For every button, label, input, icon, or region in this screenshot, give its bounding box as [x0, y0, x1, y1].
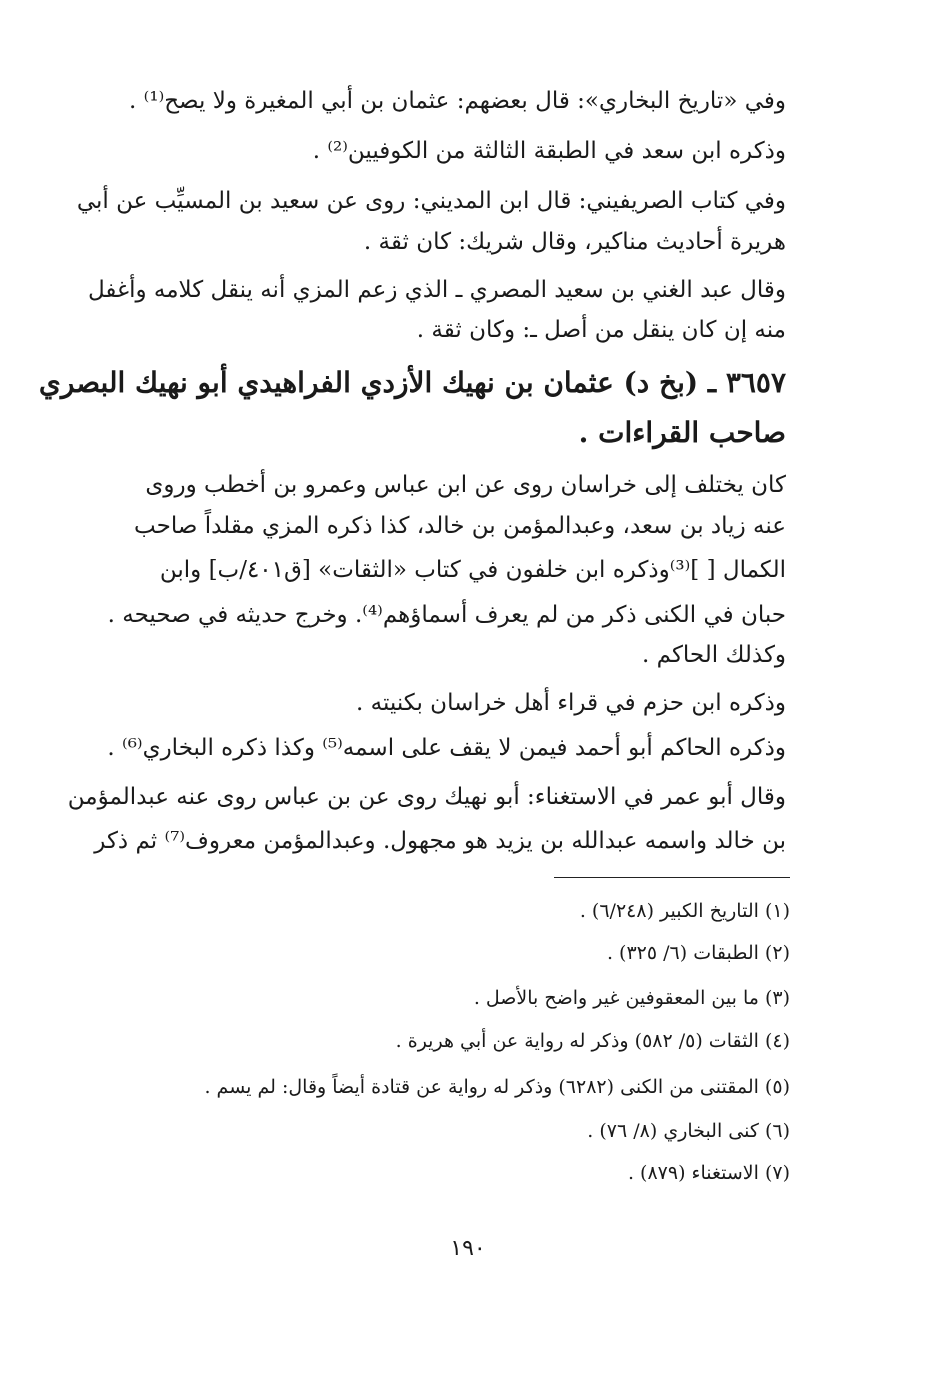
- footnote: (١) التاريخ الكبير (٦/٢٤٨) .: [579, 900, 790, 922]
- body-line: كان يختلف إلى خراسان روى عن ابن عباس وعمرو بن أخطب وروى: [145, 472, 786, 498]
- footnote: (٦) كنى البخاري (٨/ ٧٦) .: [587, 1120, 790, 1142]
- footnote: (٧) الاستغناء (٨٧٩) .: [627, 1162, 790, 1184]
- page-number: ١٩٠: [450, 1236, 486, 1261]
- body-line: وفي «تاريخ البخاري»: قال بعضهم: عثمان بن أبي المغيرة ولا يصح⁽¹⁾ .: [129, 88, 786, 114]
- body-line: هريرة أحاديث مناكير، وقال شريك: كان ثقة .: [363, 229, 786, 255]
- body-line: وذكره ابن سعد في الطبقة الثالثة من الكوفيين⁽²⁾ .: [312, 138, 786, 164]
- entry-heading-continued: صاحب القراءات .: [578, 416, 786, 449]
- main-text: [38, 0, 786, 880]
- entry-heading: ٣٦٥٧ ـ (بخ د) عثمان بن نهيك الأزدي الفراهيدي أبو نهيك البصري: [38, 366, 786, 399]
- body-line: وذكره الحاكم أبو أحمد فيمن لا يقف على اسمه⁽⁵⁾ وكذا ذكره البخاري⁽⁶⁾ .: [107, 735, 786, 761]
- body-line: حبان في الكنى ذكر من لم يعرف أسماؤهم⁽⁴⁾. وخرج حديثه في صحيحه .: [107, 602, 786, 628]
- body-line: وكذلك الحاكم .: [642, 642, 786, 668]
- footnote: (٣) ما بين المعقوفين غير واضح بالأصل .: [473, 987, 790, 1009]
- body-line: وفي كتاب الصريفيني: قال ابن المديني: روى عن سعيد بن المسيِّب عن أبي: [76, 188, 786, 214]
- body-line: الكمال [ ]⁽³⁾وذكره ابن خلفون في كتاب «الثقات» [ق٤٠١/ب] وابن: [159, 557, 786, 583]
- footnote-divider: [554, 877, 790, 878]
- body-line: وقال عبد الغني بن سعيد المصري ـ الذي زعم المزي أنه ينقل كلامه وأغفل: [88, 277, 786, 303]
- body-line: وقال أبو عمر في الاستغناء: أبو نهيك روى عن بن عباس روى عنه عبدالمؤمن: [67, 784, 786, 810]
- body-line: وذكره ابن حزم في قراء أهل خراسان بكنيته .: [355, 690, 786, 716]
- footnote: (٢) الطبقات (٦/ ٣٢٥) .: [606, 942, 790, 964]
- footnote: (٤) الثقات (٥/ ٥٨٢) وذكر له رواية عن أبي هريرة .: [395, 1030, 790, 1052]
- body-line: منه إن كان ينقل من أصل ـ: وكان ثقة .: [416, 317, 786, 343]
- body-line: عنه زياد بن سعد، وعبدالمؤمن بن خالد، كذا ذكره المزي مقلداً صاحب: [134, 513, 786, 539]
- footnote: (٥) المقتنى من الكنى (٦٢٨٢) وذكر له رواية عن قتادة أيضاً وقال: لم يسم .: [204, 1076, 790, 1098]
- body-line: بن خالد واسمه عبدالله بن يزيد هو مجهول. وعبدالمؤمن معروف⁽⁷⁾ ثم ذكر: [94, 828, 786, 854]
